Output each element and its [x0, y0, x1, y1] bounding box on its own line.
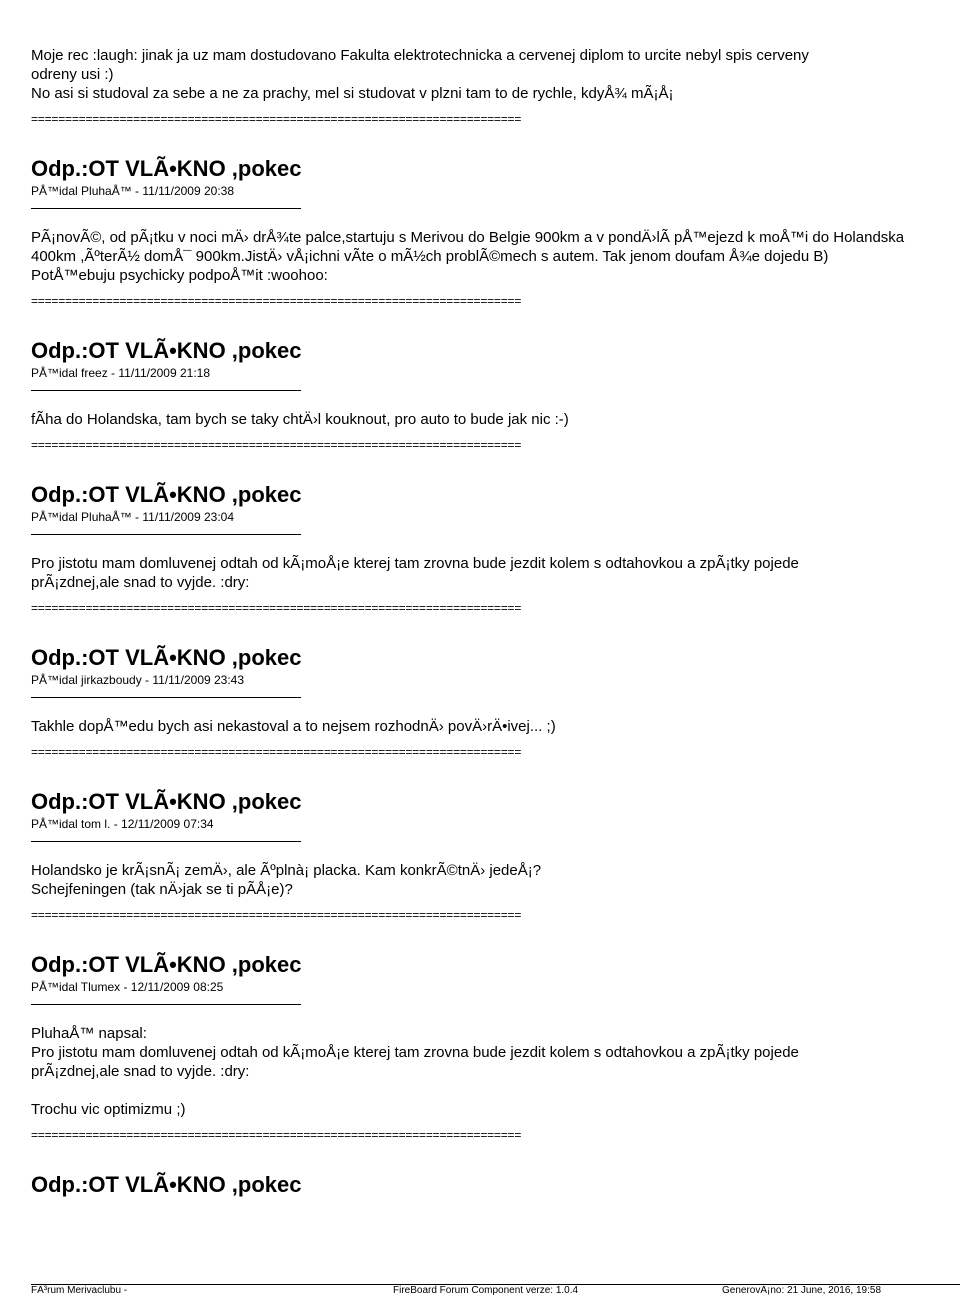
intro-line: Moje rec :laugh: jinak ja uz mam dostudovano Fakulta elektrotechnicka a cervenej diplom to urcite nebyl spis cerveny	[31, 47, 809, 64]
meta-divider	[31, 1004, 301, 1005]
post-author-date: PÅ™idal freez - 11/11/2009 21:18	[31, 366, 211, 380]
post-line: Trochu vic optimizmu ;)	[31, 1101, 186, 1118]
post-title: Odp.:OT VLÃ•KNO ,pokec	[31, 1172, 302, 1197]
post-body	[31, 554, 960, 592]
post-separator: ========================================================================	[31, 1128, 522, 1142]
forum-post	[31, 952, 960, 1119]
post-line: Pro jistotu mam domluvenej odtah od kÃ¡moÅ¡e kterej tam zrovna bude jezdit kolem s odtahovkou a zpÃ¡tky pojede	[31, 555, 799, 572]
post-separator: ========================================================================	[31, 908, 522, 922]
forum-post	[31, 645, 960, 736]
post-title: Odp.:OT VLÃ•KNO ,pokec	[31, 789, 302, 814]
post-separator: ========================================================================	[31, 601, 522, 615]
footer-site-name: FÃ³rum Merivaclubu -	[31, 1285, 128, 1296]
forum-post	[31, 338, 960, 429]
footer-generated-date: GenerovÃ¡no: 21 June, 2016, 19:58	[722, 1285, 882, 1296]
post-author-date: PÅ™idal Tlumex - 12/11/2009 08:25	[31, 980, 224, 994]
quote-line: Pro jistotu mam domluvenej odtah od kÃ¡moÅ¡e kterej tam zrovna bude jezdit kolem s odtahovkou a zpÃ¡tky pojede	[31, 1044, 799, 1061]
post-line: PotÅ™ebuju psychicky podpoÅ™it :woohoo:	[31, 267, 328, 284]
footer-component-version: FireBoard Forum Component verze: 1.0.4	[393, 1285, 579, 1296]
forum-thread-page	[31, 38, 960, 1198]
post-body	[31, 410, 960, 429]
post-author-date: PÅ™idal tom l. - 12/11/2009 07:34	[31, 817, 214, 831]
page-footer	[0, 1284, 960, 1297]
forum-post	[31, 1172, 960, 1198]
post-author-date: PÅ™idal PluhaÅ™ - 11/11/2009 23:04	[31, 510, 235, 524]
post-line: Takhle dopÅ™edu bych asi nekastoval a to nejsem rozhodnÄ› povÄ›rÄ•ivej... ;)	[31, 718, 556, 735]
post-separator: ========================================================================	[31, 745, 522, 759]
post-body	[31, 717, 960, 736]
quote-author: PluhaÅ™ napsal:	[31, 1025, 147, 1042]
quote-line: prÃ¡zdnej,ale snad to vyjde. :dry:	[31, 1063, 250, 1080]
forum-post	[31, 156, 960, 285]
post-title: Odp.:OT VLÃ•KNO ,pokec	[31, 952, 302, 977]
forum-post	[31, 482, 960, 592]
post-title: Odp.:OT VLÃ•KNO ,pokec	[31, 338, 302, 363]
post-body	[31, 228, 960, 285]
meta-divider	[31, 841, 301, 842]
post-line: Schejfeningen (tak nÄ›jak se ti pÃÅ¡e)?	[31, 881, 293, 898]
post-body	[31, 1024, 960, 1119]
meta-divider	[31, 208, 301, 209]
post-line: Holandsko je krÃ¡snÃ¡ zemÄ›, ale Ãºplnà¡ placka. Kam konkrÃ©tnÄ› jedeÅ¡?	[31, 862, 542, 879]
post-separator: ========================================================================	[31, 112, 522, 126]
post-author-date: PÅ™idal PluhaÅ™ - 11/11/2009 20:38	[31, 184, 235, 198]
post-line: prÃ¡zdnej,ale snad to vyjde. :dry:	[31, 574, 250, 591]
post-separator: ========================================================================	[31, 438, 522, 452]
post-title: Odp.:OT VLÃ•KNO ,pokec	[31, 645, 302, 670]
intro-line: No asi si studoval za sebe a ne za prachy, mel si studovat v plzni tam to de rychle, kdyÅ¾ mÃ¡Å¡	[31, 85, 674, 102]
forum-post	[31, 789, 960, 899]
intro-line: odreny usi :)	[31, 66, 114, 83]
post-line: 400km ,ÃºterÃ½ domÅ¯ 900km.JistÄ› vÅ¡ichni vÃte o mÃ½ch problÃ©mech s autem. Tak jenom doufam Å¾e dojedu B)	[31, 248, 829, 265]
post-body	[31, 861, 960, 899]
meta-divider	[31, 697, 301, 698]
intro-text	[31, 46, 960, 103]
post-line: fÃha do Holandska, tam bych se taky chtÄ›l kouknout, pro auto to bude jak nic :-)	[31, 411, 569, 428]
post-title: Odp.:OT VLÃ•KNO ,pokec	[31, 482, 302, 507]
post-author-date: PÅ™idal jirkazboudy - 11/11/2009 23:43	[31, 673, 245, 687]
post-title: Odp.:OT VLÃ•KNO ,pokec	[31, 156, 302, 181]
meta-divider	[31, 534, 301, 535]
meta-divider	[31, 390, 301, 391]
post-line: PÃ¡novÃ©, od pÃ¡tku v noci mÄ› drÅ¾te palce,startuju s Merivou do Belgie 900km a v pondÄ›lÃ pÅ™ejezd k moÅ™i do Holandska	[31, 229, 905, 246]
post-separator: ========================================================================	[31, 294, 522, 308]
